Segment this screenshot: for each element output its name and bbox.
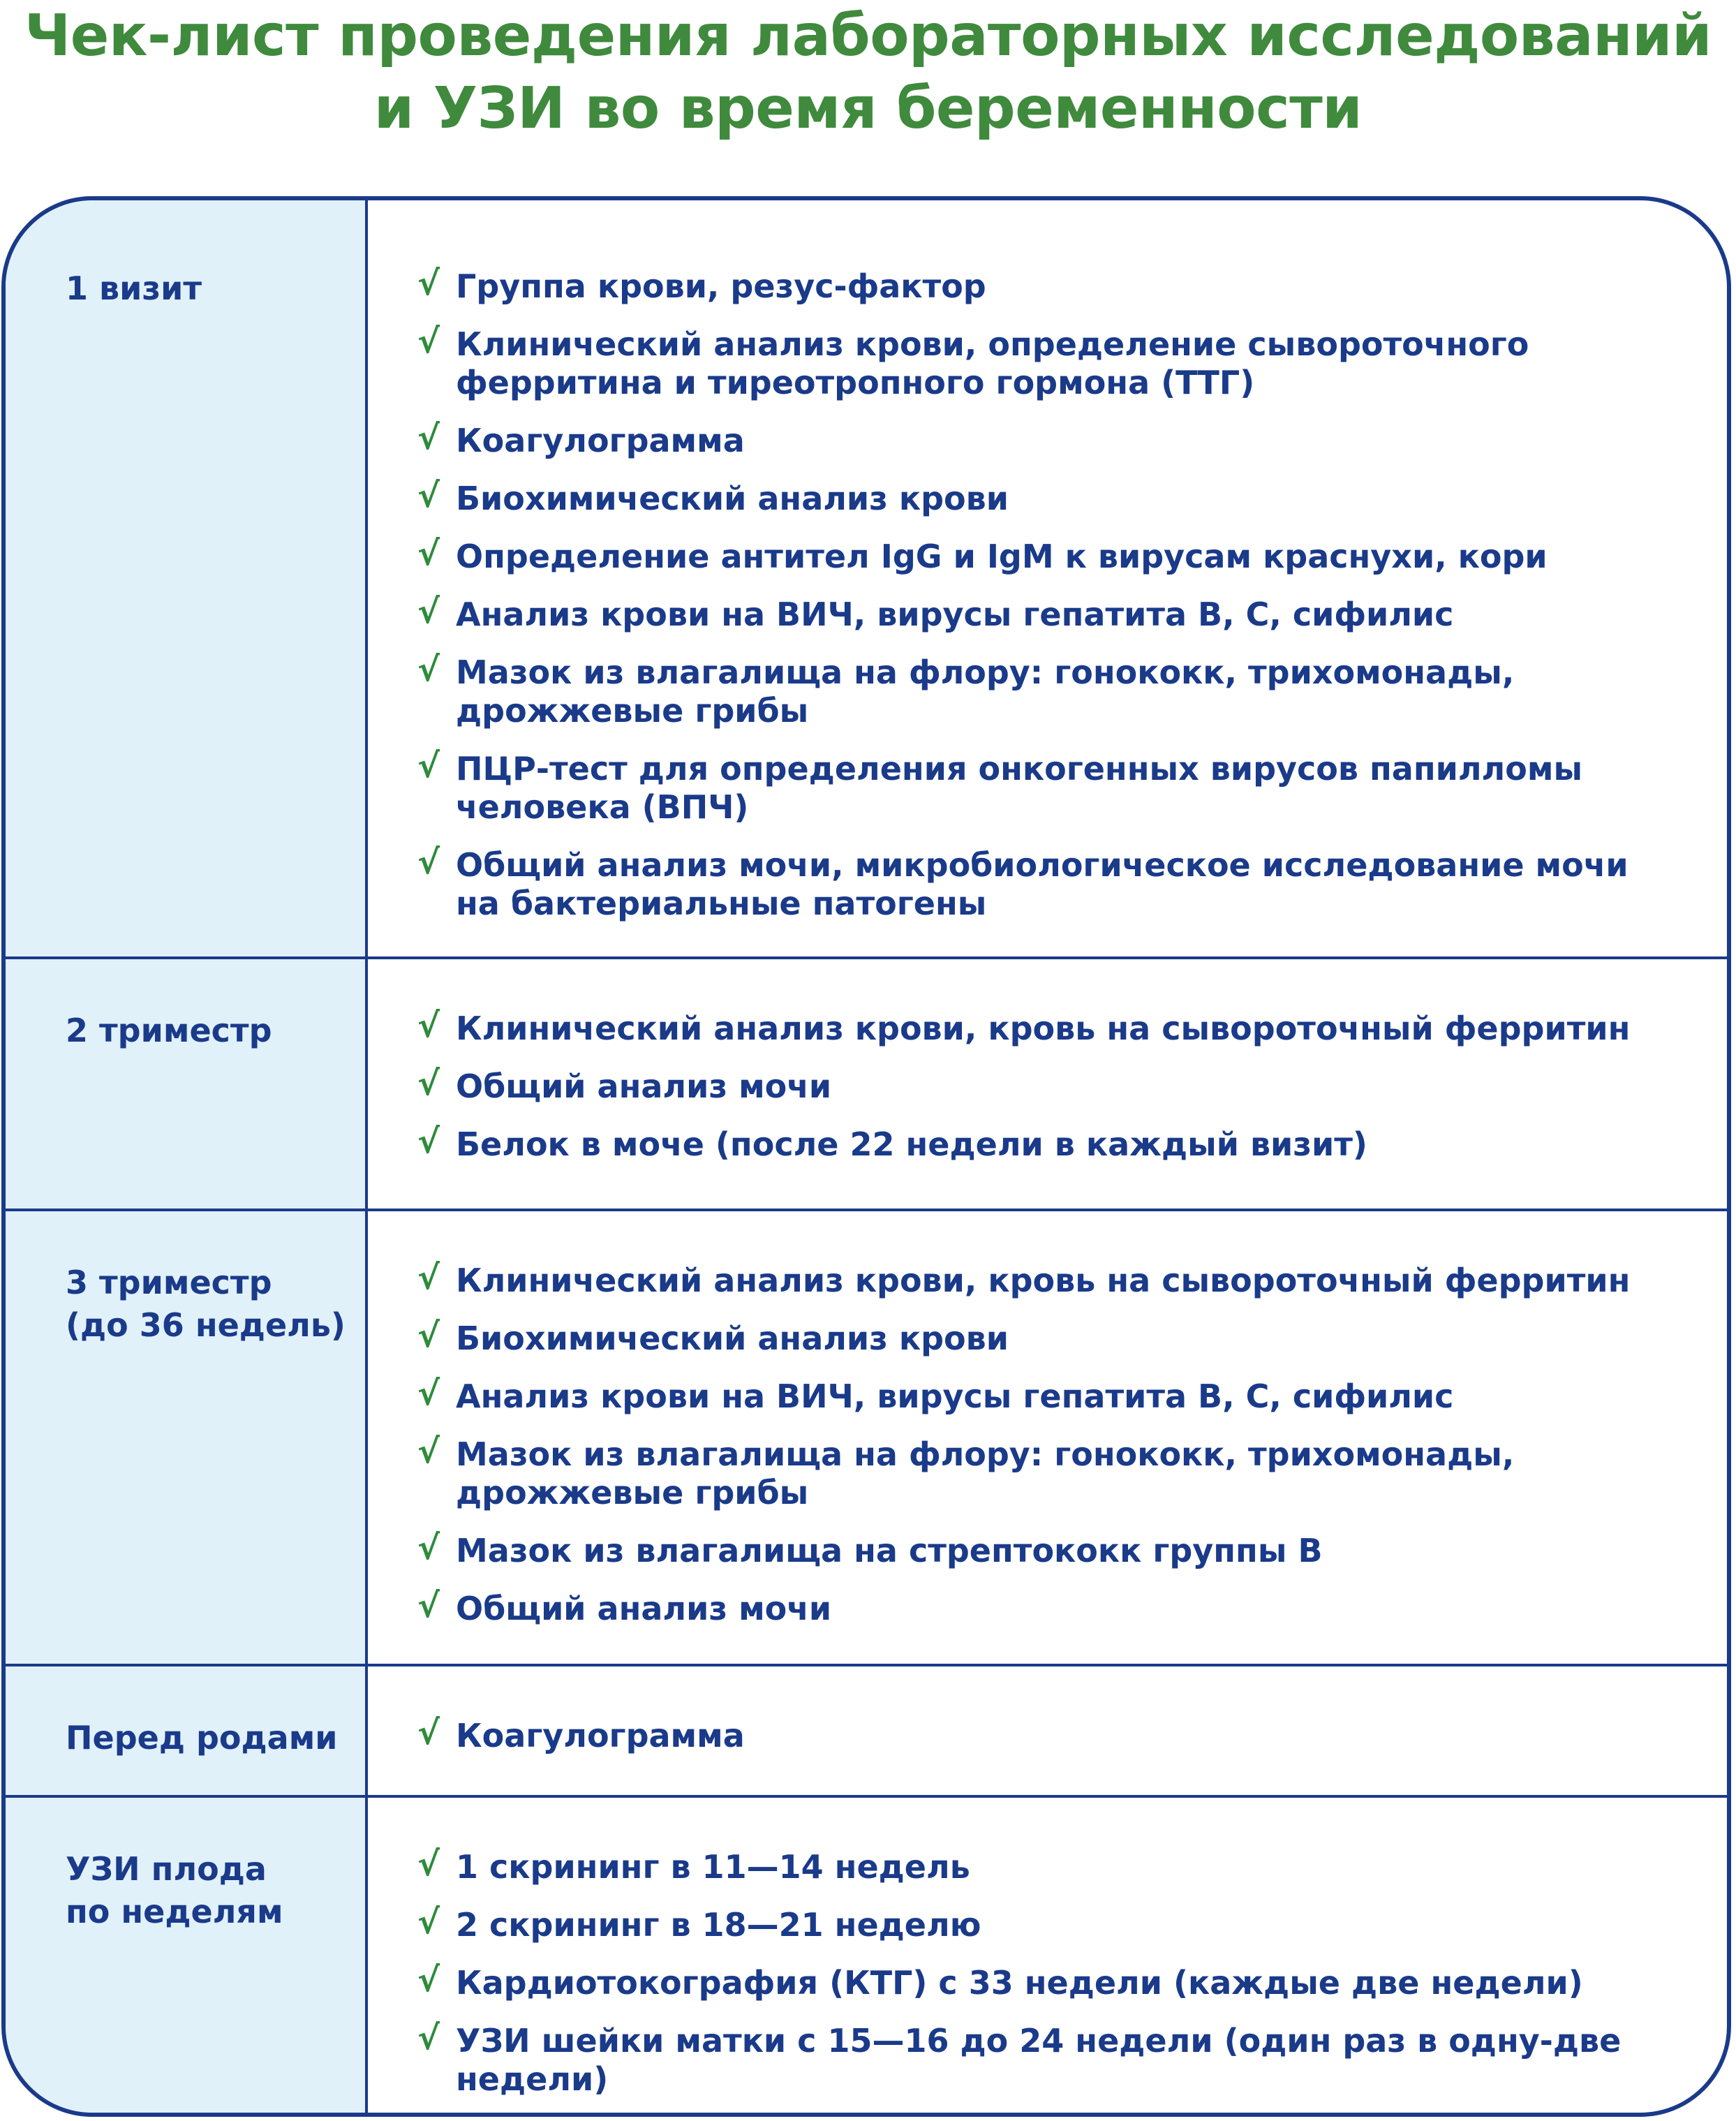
table-row xyxy=(6,200,1727,959)
list-item-text: Общий анализ мочи xyxy=(456,1067,832,1105)
checkmark-icon: √ xyxy=(417,534,440,573)
list-item xyxy=(417,1064,1699,1106)
checklist-items xyxy=(417,1845,1699,2117)
list-item xyxy=(417,1960,1699,2002)
checklist-items xyxy=(417,264,1699,943)
list-item-text: Группа крови, резус-фактор xyxy=(456,267,986,305)
checkmark-icon: √ xyxy=(417,1586,440,1625)
title-line-2: и УЗИ во время беременности xyxy=(373,75,1363,142)
checklist-items xyxy=(417,1258,1699,1648)
list-item-text: Мазок из влагалища на флору: гонококк, трихомонады, дрожжевые грибы xyxy=(456,653,1515,730)
row-label: 1 визит xyxy=(66,269,202,307)
list-item xyxy=(417,1316,1699,1358)
list-item xyxy=(417,650,1699,730)
checkmark-icon: √ xyxy=(417,418,440,457)
list-item xyxy=(417,1713,1699,1755)
table-row xyxy=(6,959,1727,1211)
table-row xyxy=(6,1211,1727,1666)
table-row xyxy=(6,1798,1727,2117)
list-item-text: Клинический анализ крови, определение сывороточного ферритина и тиреотропного гормона (ТТГ) xyxy=(456,325,1529,401)
checkmark-icon: √ xyxy=(417,1374,440,1413)
list-item xyxy=(417,843,1699,923)
list-item xyxy=(417,1432,1699,1512)
list-item-text: Мазок из влагалища на стрептококк группы B xyxy=(456,1532,1323,1569)
list-item-text: Общий анализ мочи, микробиологическое исследование мочи на бактериальные патогены xyxy=(456,846,1629,922)
list-item-text: Кардиотокография (КТГ) с 33 недели (каждые две недели) xyxy=(456,1964,1583,2002)
list-item-text: ПЦР-тест для определения онкогенных вирусов папилломы человека (ВПЧ) xyxy=(456,750,1583,826)
checklist-table xyxy=(1,196,1731,2117)
list-item xyxy=(417,322,1699,402)
checkmark-icon: √ xyxy=(417,1432,440,1471)
checkmark-icon: √ xyxy=(417,843,440,882)
list-item-text: Мазок из влагалища на флору: гонококк, трихомонады, дрожжевые грибы xyxy=(456,1435,1515,1512)
checkmark-icon: √ xyxy=(417,1960,440,2000)
list-item xyxy=(417,746,1699,827)
checklist-items xyxy=(417,1713,1699,1775)
checklist-items xyxy=(417,1006,1699,1183)
table-row xyxy=(6,1666,1727,1798)
checkmark-icon: √ xyxy=(417,1713,440,1752)
list-item xyxy=(417,2018,1699,2099)
checkmark-icon: √ xyxy=(417,1064,440,1103)
list-item-text: Клинический анализ крови, кровь на сывороточный ферритин xyxy=(456,1010,1631,1047)
list-item xyxy=(417,476,1699,518)
list-item-text: Клинический анализ крови, кровь на сывороточный ферритин xyxy=(456,1262,1631,1299)
list-item-text: Коагулограмма xyxy=(456,1717,745,1754)
checkmark-icon: √ xyxy=(417,1258,440,1297)
list-item-text: Биохимический анализ крови xyxy=(456,1320,1009,1357)
checkmark-icon: √ xyxy=(417,1316,440,1355)
list-item xyxy=(417,1258,1699,1300)
checkmark-icon: √ xyxy=(417,1845,440,1884)
list-item-text: Белок в моче (после 22 недели в каждый визит) xyxy=(456,1125,1367,1163)
list-item xyxy=(417,264,1699,306)
checkmark-icon: √ xyxy=(417,264,440,303)
list-item xyxy=(417,1902,1699,1944)
list-item-text: Определение антител IgG и IgM к вирусам краснухи, кори xyxy=(456,538,1548,575)
checkmark-icon: √ xyxy=(417,476,440,515)
list-item xyxy=(417,1528,1699,1570)
list-item xyxy=(417,1006,1699,1048)
checkmark-icon: √ xyxy=(417,322,440,361)
list-item-text: Биохимический анализ крови xyxy=(456,480,1009,517)
list-item xyxy=(417,592,1699,634)
list-item-text: Анализ крови на ВИЧ, вирусы гепатита B, C, сифилис xyxy=(456,596,1454,633)
checkmark-icon: √ xyxy=(417,1528,440,1567)
list-item xyxy=(417,534,1699,576)
row-label: 2 триместр xyxy=(66,1012,272,1049)
list-item-text: Общий анализ мочи xyxy=(456,1590,832,1627)
checkmark-icon: √ xyxy=(417,1902,440,1942)
row-label: Перед родами xyxy=(66,1719,338,1757)
title-line-1: Чек-лист проведения лабораторных исследований xyxy=(24,3,1712,69)
list-item xyxy=(417,1845,1699,1886)
list-item xyxy=(417,418,1699,460)
list-item-text: 2 скрининг в 18—21 неделю xyxy=(456,1906,981,1944)
checkmark-icon: √ xyxy=(417,592,440,631)
row-label: 3 триместр (до 36 недель) xyxy=(66,1264,346,1344)
checkmark-icon: √ xyxy=(417,2018,440,2057)
checkmark-icon: √ xyxy=(417,746,440,785)
list-item-text: УЗИ шейки матки с 15—16 до 24 недели (один раз в одну-две недели) xyxy=(456,2022,1622,2098)
page-title xyxy=(0,0,1736,145)
checkmark-icon: √ xyxy=(417,1006,440,1045)
checkmark-icon: √ xyxy=(417,650,440,689)
list-item xyxy=(417,1586,1699,1628)
list-item-text: 1 скрининг в 11—14 недель xyxy=(456,1848,970,1886)
row-label: УЗИ плода по неделям xyxy=(66,1850,283,1930)
list-item xyxy=(417,1122,1699,1164)
list-item-text: Коагулограмма xyxy=(456,422,745,459)
list-item-text: Анализ крови на ВИЧ, вирусы гепатита B, C, сифилис xyxy=(456,1377,1454,1415)
checkmark-icon: √ xyxy=(417,1122,440,1161)
list-item xyxy=(417,1374,1699,1416)
